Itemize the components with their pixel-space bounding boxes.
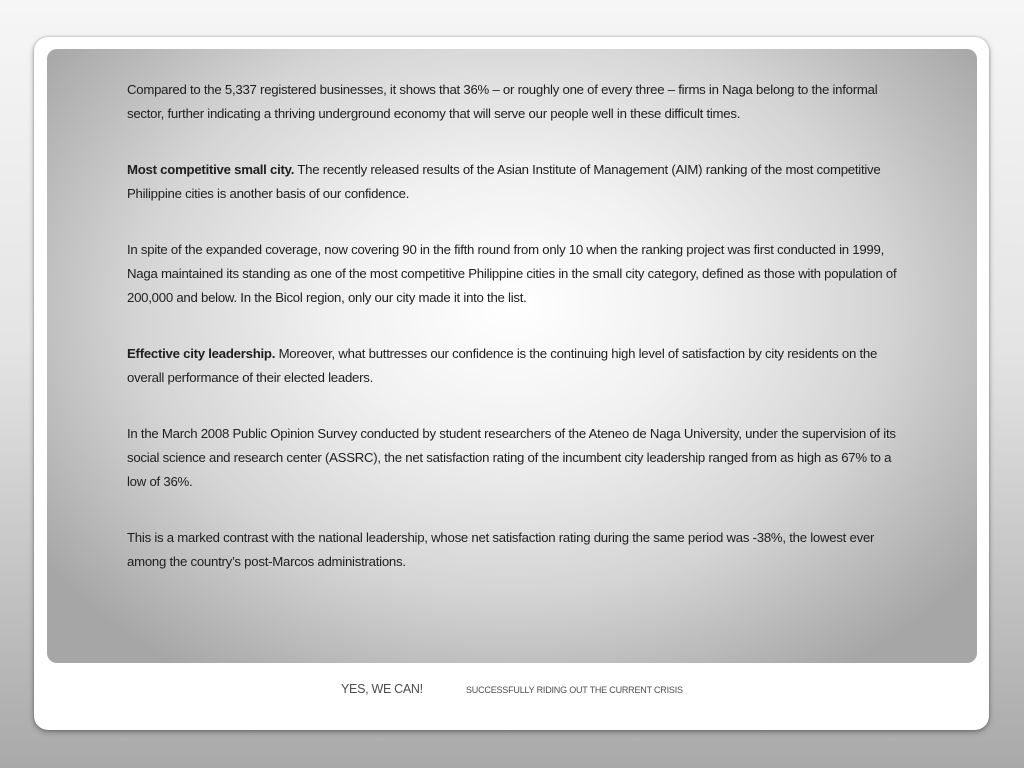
paragraph-opinion-survey <box>127 422 897 494</box>
paragraph-text: This is a marked contrast with the national leadership, whose net satisfaction rating during the same period was -38%, the lowest ever among the country’s post-Marcos administrations. <box>127 530 875 569</box>
slide-footer <box>0 682 1024 702</box>
paragraph-text: Moreover, what buttresses our confidence is the continuing high level of satisfaction by city residents on the overall performance of their elected leaders. <box>127 346 878 385</box>
paragraph-aim-ranking <box>127 238 897 310</box>
footer-title: YES, WE CAN! <box>341 682 423 696</box>
paragraph-competitive-city <box>127 158 897 206</box>
paragraph-text: In the March 2008 Public Opinion Survey conducted by student researchers of the Ateneo de Naga University, under the supervision of its social science and research center (ASSRC), the net satisfaction rating of the incumbent city leadership ranged from as high as 67% to a low of 36%. <box>127 426 896 489</box>
slide-body <box>127 78 897 606</box>
paragraph-text: In spite of the expanded coverage, now covering 90 in the fifth round from only 10 when the ranking project was first conducted in 1999, Naga maintained its standing as one of the most competitive Philippine cities in the small city category, defined as those with population of 200,000 and below. In the Bicol region, only our city made it into the list. <box>127 242 897 305</box>
paragraph-text: The recently released results of the Asian Institute of Management (AIM) ranking of the most competitive Philippine cities is another basis of our confidence. <box>127 162 881 201</box>
paragraph-informal-sector <box>127 78 897 126</box>
paragraph-heading: Most competitive small city. <box>127 162 295 177</box>
paragraph-text: Compared to the 5,337 registered businesses, it shows that 36% – or roughly one of every three – firms in Naga belong to the informal sector, further indicating a thriving underground economy that will serve our people well in these difficult times. <box>127 82 878 121</box>
paragraph-heading: Effective city leadership. <box>127 346 276 361</box>
paragraph-city-leadership <box>127 342 897 390</box>
paragraph-national-contrast <box>127 526 897 574</box>
footer-subtitle: SUCCESSFULLY RIDING OUT THE CURRENT CRISIS <box>466 685 683 695</box>
